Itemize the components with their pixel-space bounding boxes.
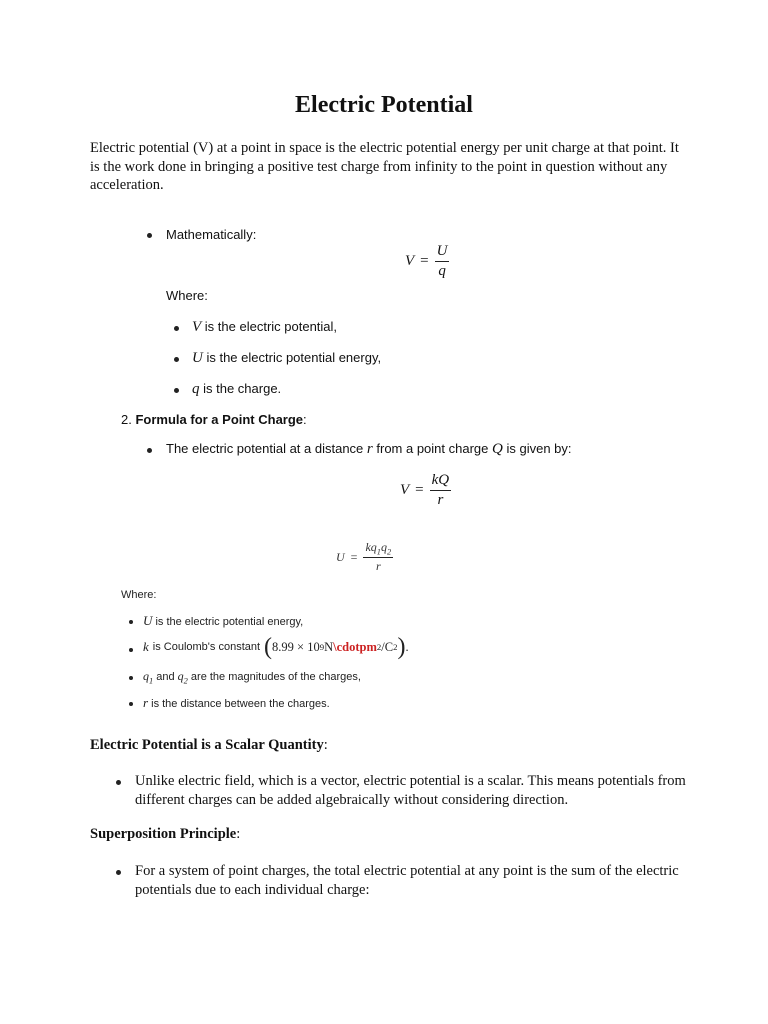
bullet-dot bbox=[174, 326, 179, 331]
scalar-paragraph: Unlike electric field, which is a vector, electric potential is a scalar. This means potentials from different charges can be added algebraically without considering direction. bbox=[135, 773, 686, 808]
bullet-dot bbox=[129, 676, 133, 680]
bullet-dot bbox=[129, 648, 133, 652]
formula-equals: = bbox=[420, 253, 429, 269]
coulomb-constant: ( 8.99 × 10 9 N \cdotpm 2 /C 2 ) . bbox=[264, 634, 409, 660]
list-item: $q_1$ and $q_2$ are the magnitudes of the charges, bbox=[143, 669, 361, 686]
section-2-heading: 2. Formula for a Point Charge: bbox=[121, 412, 307, 427]
list-item: r is the distance between the charges. bbox=[143, 695, 330, 710]
bullet-dot bbox=[129, 702, 133, 706]
formula-v-equals-u-over-q bbox=[405, 243, 449, 280]
list-item: V is the electric potential, bbox=[192, 319, 338, 335]
list-item: U is the electric potential energy, bbox=[192, 350, 382, 366]
intro-paragraph: Electric potential (V) at a point in space is the electric potential energy per unit charge at that point. It is the work done in bringing a positive test charge from infinity to the point in question without any acceleration. bbox=[90, 140, 679, 193]
formula-lhs: V bbox=[405, 253, 415, 269]
bullet-dot bbox=[129, 620, 133, 624]
bullet-dot bbox=[147, 233, 152, 238]
formula-numerator: U bbox=[435, 243, 450, 262]
list-item: q is the charge. bbox=[192, 381, 282, 397]
where-label: Where: bbox=[121, 589, 157, 601]
bullet-dot bbox=[147, 448, 152, 453]
point-charge-bullet: The electric potential at a distance r from a point charge Q is given by: bbox=[166, 441, 572, 457]
formula-v-equals-kq-over-r: V = $\frac{kQ}{r}$ bbox=[400, 472, 450, 508]
scalar-heading: Electric Potential is a Scalar Quantity: bbox=[90, 737, 328, 753]
bullet-dot bbox=[174, 357, 179, 362]
list-item: U is the electric potential energy, bbox=[143, 613, 304, 628]
formula-denominator: q bbox=[438, 263, 446, 279]
bullet-dot bbox=[116, 870, 121, 875]
mathematically-label: Mathematically: bbox=[166, 227, 257, 242]
formula-fraction bbox=[435, 243, 450, 280]
where-label: Where: bbox=[166, 288, 208, 303]
list-item: k is Coulomb's constant ( 8.99 × 10 9 N \cdotpm 2 /C 2 ) . bbox=[143, 634, 409, 660]
formula-u-equals-kq1q2-over-r: U = $\frac{kq_1q_2}{r}$ bbox=[336, 540, 392, 574]
bullet-dot bbox=[174, 388, 179, 393]
page-title: Electric Potential bbox=[295, 92, 473, 118]
superposition-heading: Superposition Principle: bbox=[90, 826, 241, 842]
superposition-paragraph: For a system of point charges, the total electric potential at any point is the sum of the electric potentials due to each individual charge: bbox=[135, 863, 679, 898]
bullet-dot bbox=[116, 780, 121, 785]
